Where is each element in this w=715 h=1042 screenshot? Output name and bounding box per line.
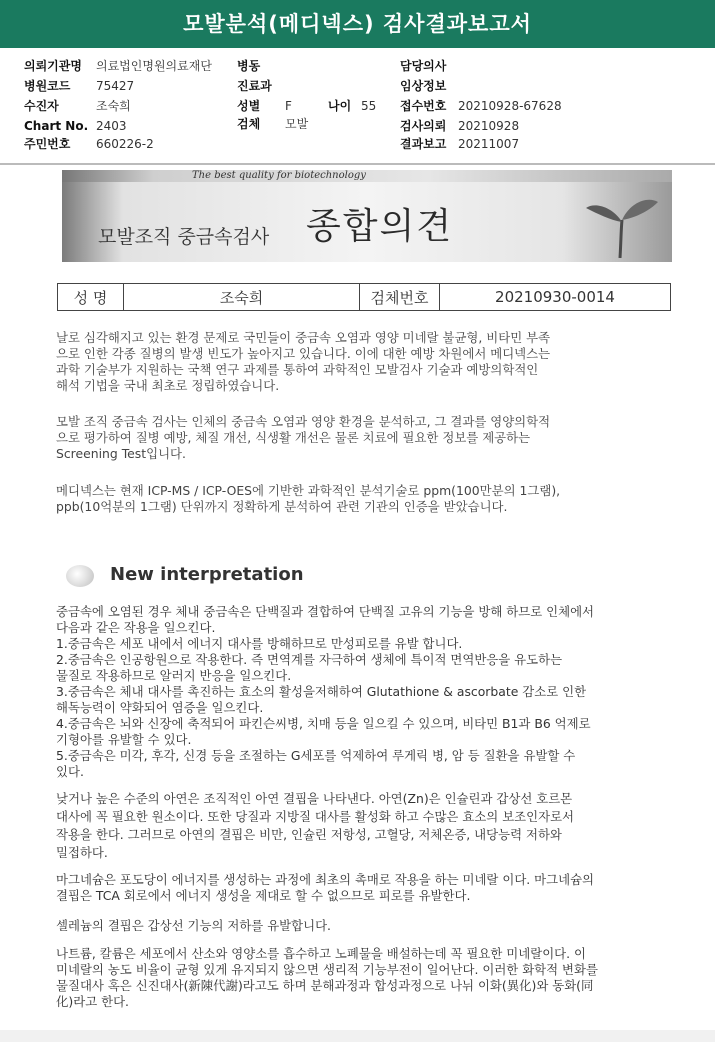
banner-subtitle: 모발조직 중금속검사 [98,226,270,248]
name-row [57,283,671,311]
intro-paragraph-3 [56,483,676,515]
text-line: 셀레늄의 결핍은 갑상선 기능의 저하를 유발합니다. [56,918,331,933]
info-divider [0,163,715,165]
interpretation-paragraph-3 [56,872,676,904]
ward-label: 병동 [237,59,261,73]
bullet-orb-icon [66,565,94,587]
text-line: 낮거나 높은 수준의 아연은 조직적인 아연 결핍을 나타낸다. 아연(Zn)은 인슐린과 갑상선 호르몬 [56,791,573,806]
banner-title: 종합의견 [306,206,454,247]
text-line: 나트륨, 칼륨은 세포에서 산소와 영양소를 흡수하고 노폐물을 배설하는데 꼭 필요한 미네랄이다. 이 [56,946,586,961]
report-date-label: 결과보고 [400,137,447,151]
sex-value: F [285,99,292,113]
text-line: 물질로 작용하므로 알러지 반응을 일으킨다. [56,668,292,683]
chart-value: 2403 [96,119,127,133]
text-line: 메디넥스는 현재 ICP-MS / ICP-OES에 기반한 과학적인 분석기술로 ppm(100만분의 1그램), [56,483,561,498]
request-date-label: 검사의뢰 [400,119,447,133]
text-line: 작용을 한다. 그러므로 아연의 결핍은 비만, 인슐린 저항성, 고혈당, 저체온증, 내당능력 저하와 [56,827,562,842]
text-line: 마그네슘은 포도당이 에너지를 생성하는 과정에 최초의 촉매로 작용을 하는 미네랄 이다. 마그네슘의 [56,872,595,887]
interpretation-heading: New interpretation [110,564,304,585]
text-line: 3.중금속은 체내 대사를 촉진하는 효소의 활성을저해하여 Glutathione & ascorbate 감소로 인한 [56,684,587,699]
intro-paragraph-2 [56,414,676,462]
text-line: 모발 조직 중금속 검사는 인체의 중금속 오염과 영양 환경을 분석하고, 그 결과를 영양의학적 [56,414,551,429]
receipt-value: 20210928-67628 [458,99,562,113]
hospital-code-label: 병원코드 [24,79,71,93]
department-label: 진료과 [237,79,272,93]
summary-banner [62,170,672,262]
text-line: 중금속에 오염된 경우 체내 중금속은 단백질과 결합하여 단백질 고유의 기능을 방해 하므로 인체에서 [56,604,595,619]
sex-label: 성별 [237,99,261,113]
text-line: 2.중금속은 인공항원으로 작용한다. 즉 면역계를 자극하여 생체에 특이적 면역반응을 유도하는 [56,652,563,667]
interpretation-paragraph-2 [56,790,676,862]
text-line: 대사에 꼭 필요한 원소이다. 또한 당질과 지방질 대사를 활성화 하고 수많은 효소의 보조인자로서 [56,809,575,824]
specimen-no-value: 20210930-0014 [495,288,615,306]
text-line: 기형아를 유발할 수 있다. [56,732,192,747]
chart-label: Chart No. [24,119,89,133]
text-line: 다음과 같은 작용을 일으킨다. [56,620,216,635]
text-line: 해석 기법을 국내 최초로 정립하였습니다. [56,378,280,393]
report-date-value: 20211007 [458,137,520,151]
specimen-label: 검체 [237,117,261,131]
text-line: 물질대사 혹은 신진대사(新陳代謝)라고도 하며 분해과정과 합성과정으로 나뉘 이화(異化)와 동화(同 [56,978,594,993]
institution-label: 의뢰기관명 [24,59,82,73]
text-line: 있다. [56,764,84,779]
text-line: 으로 인한 각종 질병의 발생 빈도가 높아지고 있습니다. 이에 대한 예방 차원에서 메디넥스는 [56,346,551,361]
text-line: 해독능력이 약화되어 염증을 일으킨다. [56,700,264,715]
interpretation-paragraph-4 [56,918,676,934]
text-line: 날로 심각해지고 있는 환경 문제로 국민들이 중금속 오염과 영양 미네랄 불균형, 비타민 부족 [56,330,551,345]
age-label: 나이 [328,99,352,113]
page-bottom-edge [0,1030,715,1042]
text-line: Screening Test입니다. [56,446,186,461]
report-title: 모발분석(메디넥스) 검사결과보고서 [0,0,715,48]
text-line: ppb(10억분의 1그램) 단위까지 정확하게 분석하여 관련 기관의 인증을 받았습니다. [56,499,508,514]
age-value: 55 [361,99,377,113]
name-value: 조숙희 [124,284,360,310]
resident-value: 660226-2 [96,137,154,151]
resident-label: 주민번호 [24,137,71,151]
doctor-label: 담당의사 [400,59,447,73]
text-line: 미네랄의 농도 비율이 균형 있게 유지되지 않으면 생리적 기능부전이 일어난다. 이러한 화학적 변화를 [56,962,598,977]
text-line: 으로 평가하여 질병 예방, 체질 개선, 식생활 개선은 물론 치료에 필요한 정보를 제공하는 [56,430,531,445]
text-line: 4.중금속은 뇌와 신장에 축적되어 파킨슨씨병, 치매 등을 일으킬 수 있으며, 비타민 B1과 B6 억제로 [56,716,591,731]
interpretation-paragraph-5 [56,946,676,1010]
sprout-icon [582,184,662,258]
hospital-code-value: 75427 [96,79,135,93]
text-line: 과학 기술부가 지원하는 국책 연구 과제를 통하여 과학적인 모발검사 기술과 예방의학적인 [56,362,539,377]
specimen-no-label: 검체번호 [360,284,440,310]
patient-info-table [0,52,715,164]
institution-value: 의료법인명원의료재단 [96,59,212,73]
text-line: 밀접하다. [56,845,108,860]
patient-label: 수진자 [24,99,59,113]
text-line: 1.중금속은 세포 내에서 에너지 대사를 방해하므로 만성피로를 유발 합니다. [56,636,463,651]
intro-paragraph-1 [56,330,676,394]
banner-strip [62,170,672,182]
banner-tagline: The best quality for biotechnology [192,170,366,181]
clinical-label: 임상정보 [400,79,447,93]
request-date-value: 20210928 [458,119,520,133]
text-line: 결핍은 TCA 회로에서 에너지 생성을 제대로 할 수 없으므로 피로를 유발한다. [56,888,471,903]
specimen-value: 모발 [285,117,309,131]
receipt-label: 접수번호 [400,99,447,113]
text-line: 化)라고 한다. [56,994,129,1009]
text-line: 5.중금속은 미각, 후각, 신경 등을 조절하는 G세포를 억제하여 루게릭 병, 암 등 질환을 유발할 수 [56,748,576,763]
name-label: 성 명 [58,284,124,310]
interpretation-paragraph-1 [56,604,676,780]
patient-value: 조숙희 [96,99,131,113]
